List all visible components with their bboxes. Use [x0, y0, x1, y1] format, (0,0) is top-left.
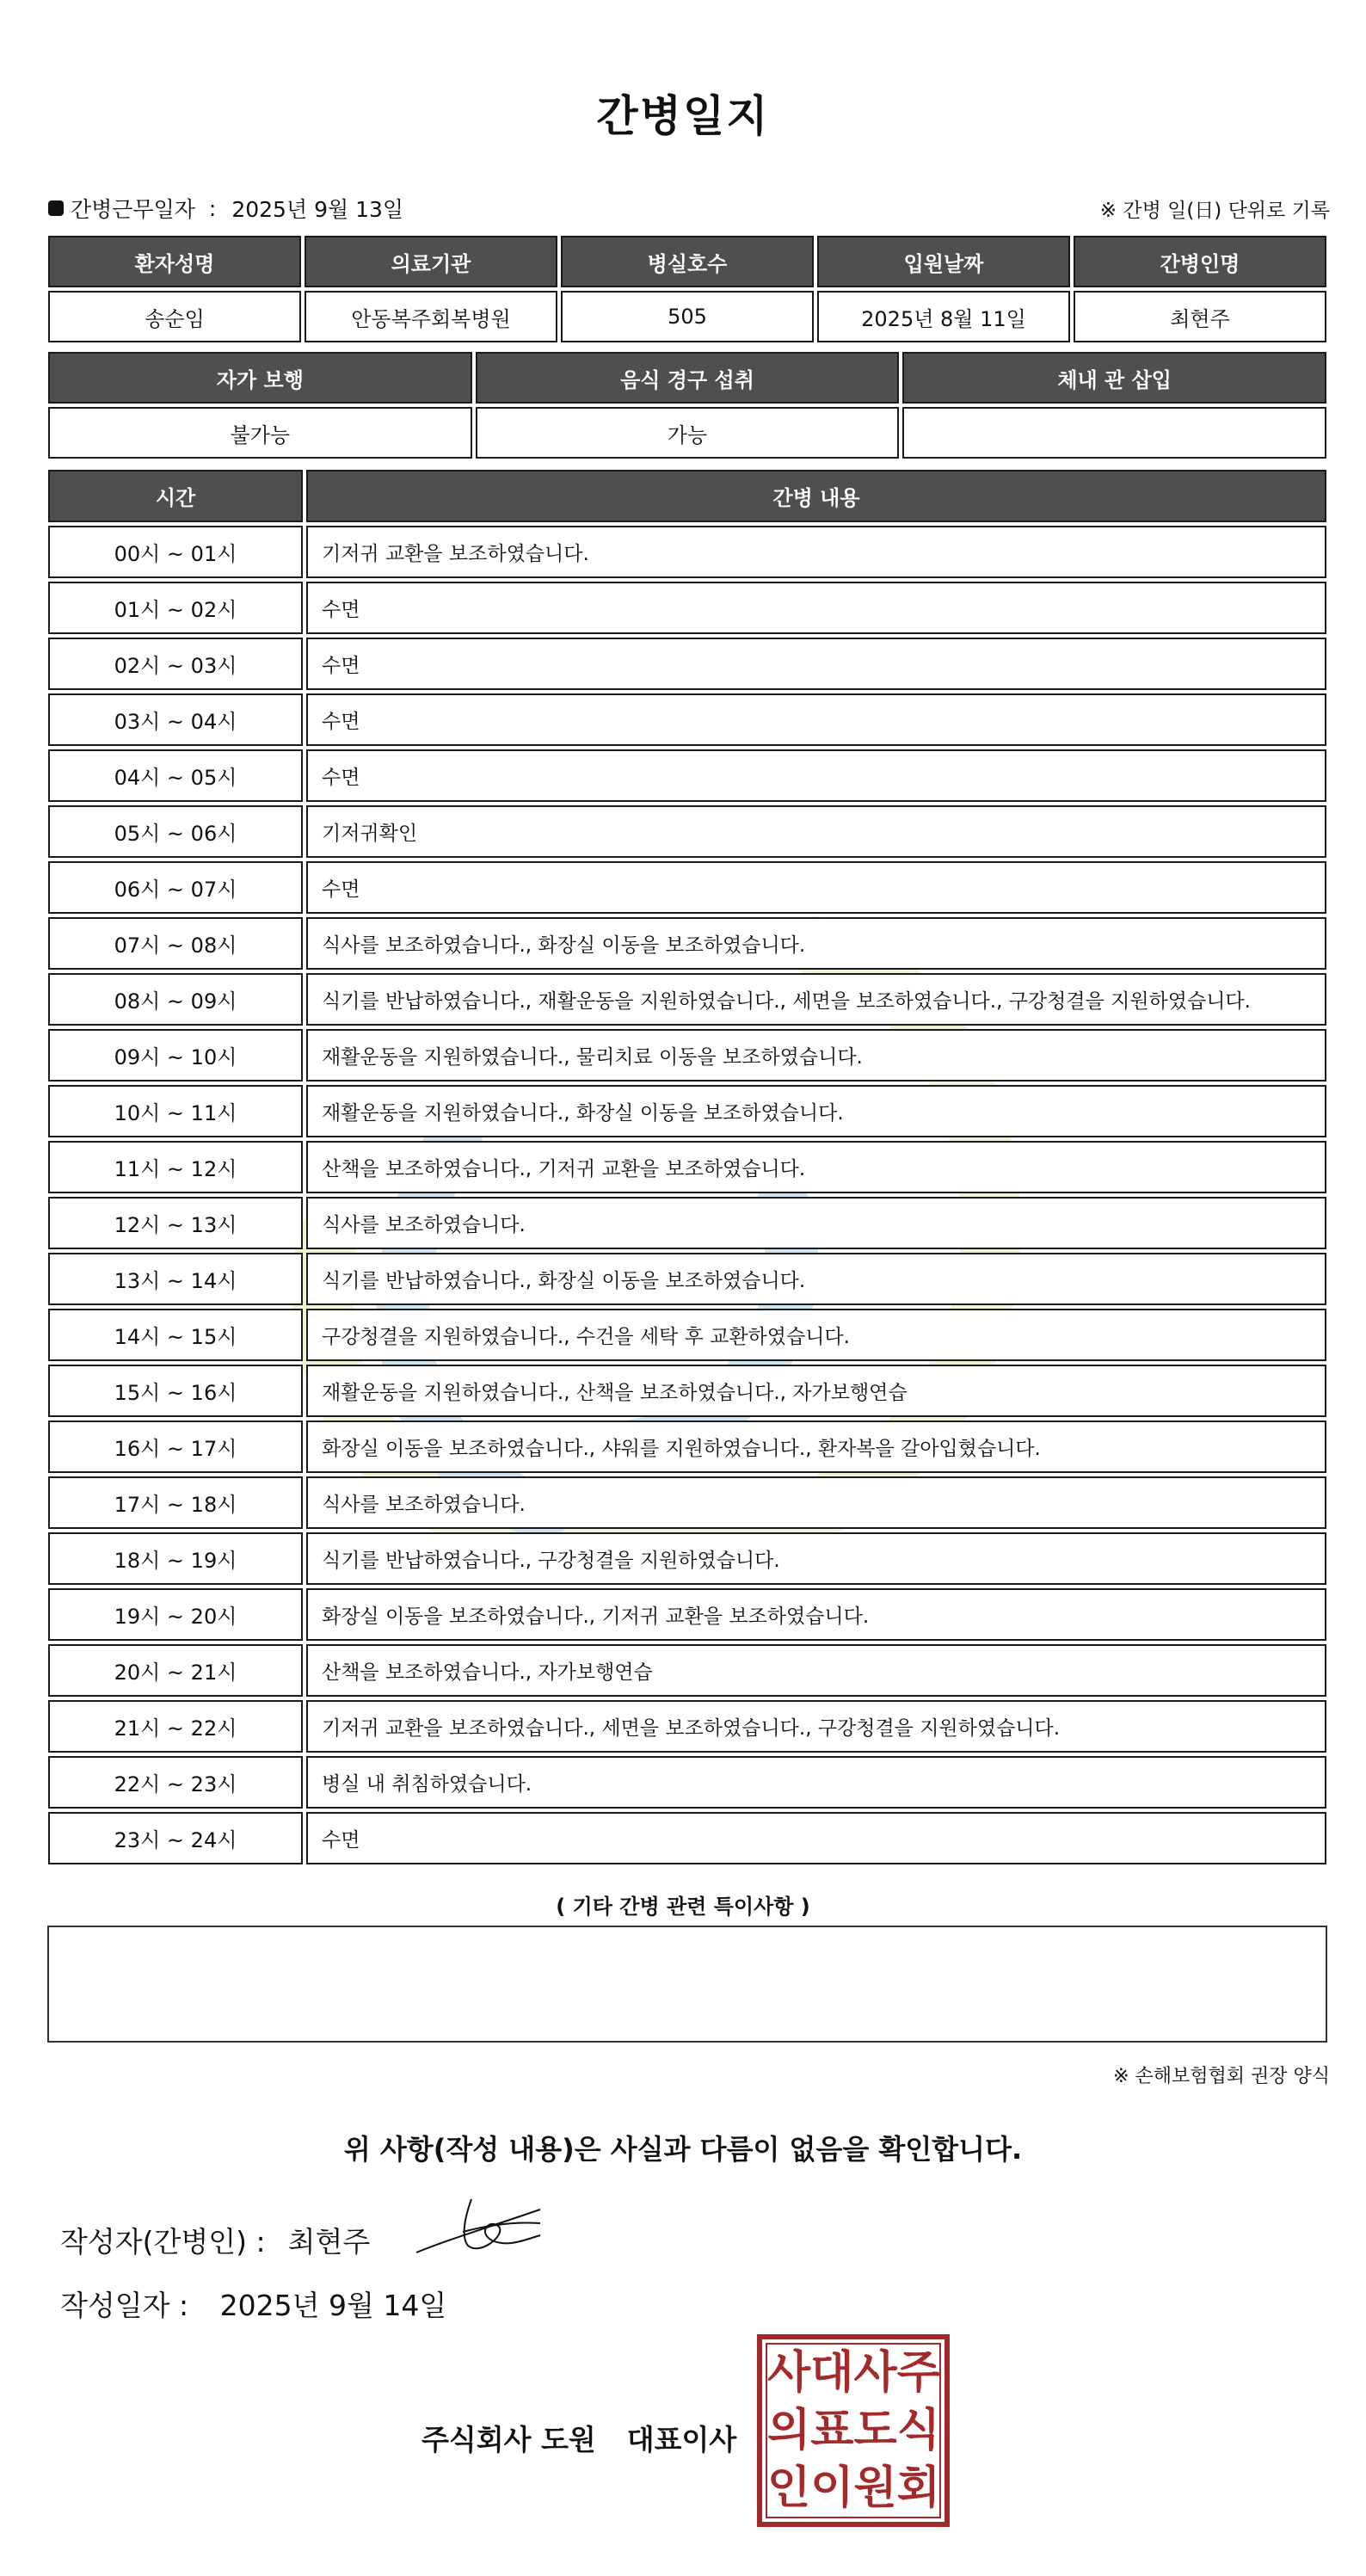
- log-time: 02시 ~ 03시: [48, 638, 303, 690]
- header-room: 병실호수: [561, 236, 814, 287]
- header-self-walking: 자가 보행: [48, 352, 472, 404]
- log-content: 산책을 보조하였습니다., 기저귀 교환을 보조하였습니다.: [306, 1141, 1326, 1193]
- table-row: [48, 1588, 1326, 1641]
- hospital-name: 안동복주회복병원: [305, 291, 557, 342]
- caregiver-name: 최현주: [1074, 291, 1326, 342]
- table-row: [48, 1644, 1326, 1697]
- log-content: 수면: [306, 693, 1326, 746]
- log-time: 05시 ~ 06시: [48, 805, 303, 858]
- log-time: 09시 ~ 10시: [48, 1029, 303, 1082]
- seal-character: 사: [767, 2347, 811, 2400]
- square-bullet-icon: [48, 200, 64, 216]
- written-date-label: 작성일자 :: [60, 2289, 189, 2322]
- log-content: 재활운동을 지원하였습니다., 화장실 이동을 보조하였습니다.: [306, 1085, 1326, 1137]
- special-notes-box: [47, 1926, 1327, 2043]
- table-header-row: [48, 470, 1326, 522]
- log-time: 00시 ~ 01시: [48, 526, 303, 578]
- header-patient-name: 환자성명: [48, 236, 301, 287]
- table-row: [48, 1812, 1326, 1864]
- log-time: 20시 ~ 21시: [48, 1644, 303, 1697]
- table-row: [48, 1476, 1326, 1529]
- log-time: 07시 ~ 08시: [48, 917, 303, 970]
- seal-character: 인: [767, 2462, 811, 2514]
- header-caregiver: 간병인명: [1074, 236, 1326, 287]
- table-row: [48, 973, 1326, 1026]
- log-content: 기저귀 교환을 보조하였습니다., 세면을 보조하였습니다., 구강청결을 지원하였습니다.: [306, 1700, 1326, 1753]
- log-content: 기저귀확인: [306, 805, 1326, 858]
- table-row: [48, 1309, 1326, 1361]
- confirmation-statement: 위 사항(작성 내용)은 사실과 다름이 없음을 확인합니다.: [343, 2133, 1023, 2166]
- log-content: 수면: [306, 1812, 1326, 1864]
- log-content: 산책을 보조하였습니다., 자가보행연습: [306, 1644, 1326, 1697]
- seal-character: 도: [853, 2404, 897, 2456]
- table-row: [48, 407, 1326, 459]
- handwritten-signature: [411, 2192, 549, 2261]
- table-row: [48, 1532, 1326, 1585]
- log-content: 식사를 보조하였습니다.: [306, 1476, 1326, 1529]
- work-date-label: 간병근무일자: [71, 197, 195, 222]
- company-seal: [757, 2334, 950, 2527]
- room-number: 505: [561, 291, 814, 342]
- log-content: 식기를 반납하였습니다., 구강청결을 지원하였습니다.: [306, 1532, 1326, 1585]
- table-row: [48, 291, 1326, 342]
- table-row: [48, 861, 1326, 914]
- table-row: [48, 749, 1326, 802]
- writer-row: [60, 2220, 370, 2260]
- log-time: 19시 ~ 20시: [48, 1588, 303, 1641]
- seal-character: 표: [810, 2404, 854, 2456]
- special-notes-title: ( 기타 간병 관련 특이사항 ): [556, 1895, 810, 1919]
- log-content: 재활운동을 지원하였습니다., 산책을 보조하였습니다., 자가보행연습: [306, 1365, 1326, 1417]
- table-row: [48, 805, 1326, 858]
- log-content: 식기를 반납하였습니다., 화장실 이동을 보조하였습니다.: [306, 1253, 1326, 1305]
- log-time: 13시 ~ 14시: [48, 1253, 303, 1305]
- written-date-row: [60, 2283, 446, 2324]
- log-content: 식사를 보조하였습니다., 화장실 이동을 보조하였습니다.: [306, 917, 1326, 970]
- tube-insertion-value: [902, 407, 1326, 459]
- log-content: 기저귀 교환을 보조하였습니다.: [306, 526, 1326, 578]
- log-content: 구강청결을 지원하였습니다., 수건을 세탁 후 교환하였습니다.: [306, 1309, 1326, 1361]
- log-time: 11시 ~ 12시: [48, 1141, 303, 1193]
- log-time: 06시 ~ 07시: [48, 861, 303, 914]
- log-time: 04시 ~ 05시: [48, 749, 303, 802]
- log-time: 10시 ~ 11시: [48, 1085, 303, 1137]
- header-oral-intake: 음식 경구 섭취: [476, 352, 900, 404]
- seal-character: 사: [853, 2347, 897, 2400]
- log-content: 식기를 반납하였습니다., 재활운동을 지원하였습니다., 세면을 보조하였습니다., 구강청결을 지원하였습니다.: [306, 973, 1326, 1026]
- log-content: 수면: [306, 582, 1326, 634]
- log-content: 식사를 보조하였습니다.: [306, 1197, 1326, 1249]
- log-content: 병실 내 취침하였습니다.: [306, 1756, 1326, 1809]
- header-time: 시간: [48, 470, 303, 522]
- written-date-value: 2025년 9월 14일: [219, 2289, 447, 2322]
- company-rep-title: 대표이사: [626, 2423, 737, 2456]
- log-time: 08시 ~ 09시: [48, 973, 303, 1026]
- company-name: 주식회사 도원: [421, 2423, 596, 2456]
- care-log-table: [45, 466, 1330, 1868]
- seal-character: 대: [810, 2347, 854, 2400]
- log-time: 23시 ~ 24시: [48, 1812, 303, 1864]
- table-header-row: [48, 236, 1326, 287]
- admission-date: 2025년 8월 11일: [817, 291, 1070, 342]
- table-row: [48, 526, 1326, 578]
- header-admission-date: 입원날짜: [817, 236, 1070, 287]
- log-content: 수면: [306, 861, 1326, 914]
- table-row: [48, 693, 1326, 746]
- seal-character: 회: [896, 2462, 940, 2514]
- log-time: 14시 ~ 15시: [48, 1309, 303, 1361]
- form-notice: ※ 손해보험협회 권장 양식: [1113, 2066, 1330, 2087]
- self-walking-value: 불가능: [48, 407, 472, 459]
- table-row: [48, 1141, 1326, 1193]
- seal-character: 주: [896, 2347, 940, 2400]
- document-title: 간병일지: [596, 91, 770, 141]
- table-row: [48, 582, 1326, 634]
- log-time: 01시 ~ 02시: [48, 582, 303, 634]
- log-content: 수면: [306, 749, 1326, 802]
- log-time: 03시 ~ 04시: [48, 693, 303, 746]
- log-time: 17시 ~ 18시: [48, 1476, 303, 1529]
- log-time: 15시 ~ 16시: [48, 1365, 303, 1417]
- unit-note: ※ 간병 일(日) 단위로 기록: [1099, 200, 1330, 222]
- table-row: [48, 1700, 1326, 1753]
- patient-status-table: [45, 348, 1330, 462]
- seal-character: 원: [853, 2462, 897, 2514]
- table-row: [48, 1756, 1326, 1809]
- header-tube-insertion: 체내 관 삽입: [902, 352, 1326, 404]
- patient-name: 송순임: [48, 291, 301, 342]
- table-row: [48, 1253, 1326, 1305]
- table-row: [48, 917, 1326, 970]
- table-row: [48, 1365, 1326, 1417]
- log-time: 12시 ~ 13시: [48, 1197, 303, 1249]
- table-header-row: [48, 352, 1326, 404]
- table-row: [48, 1420, 1326, 1473]
- seal-character: 의: [767, 2404, 811, 2456]
- log-content: 재활운동을 지원하였습니다., 물리치료 이동을 보조하였습니다.: [306, 1029, 1326, 1082]
- log-time: 22시 ~ 23시: [48, 1756, 303, 1809]
- log-time: 21시 ~ 22시: [48, 1700, 303, 1753]
- work-date-value: 2025년 9월 13일: [231, 197, 404, 222]
- table-row: [48, 1197, 1326, 1249]
- log-time: 18시 ~ 19시: [48, 1532, 303, 1585]
- table-row: [48, 1029, 1326, 1082]
- header-care-content: 간병 내용: [306, 470, 1326, 522]
- table-row: [48, 1085, 1326, 1137]
- log-content: 수면: [306, 638, 1326, 690]
- log-time: 16시 ~ 17시: [48, 1420, 303, 1473]
- log-content: 화장실 이동을 보조하였습니다., 샤워를 지원하였습니다., 환자복을 갈아입혔습니다.: [306, 1420, 1326, 1473]
- log-content: 화장실 이동을 보조하였습니다., 기저귀 교환을 보조하였습니다.: [306, 1588, 1326, 1641]
- seal-character: 식: [896, 2404, 940, 2456]
- header-hospital: 의료기관: [305, 236, 557, 287]
- writer-name: 최현주: [287, 2225, 371, 2259]
- oral-intake-value: 가능: [476, 407, 900, 459]
- patient-info-table: [45, 232, 1330, 346]
- table-row: [48, 638, 1326, 690]
- work-date: [48, 193, 403, 224]
- writer-label: 작성자(간병인) :: [60, 2225, 266, 2259]
- company-signature: [421, 2418, 736, 2458]
- work-date-separator: :: [208, 195, 217, 221]
- seal-character: 이: [810, 2462, 854, 2514]
